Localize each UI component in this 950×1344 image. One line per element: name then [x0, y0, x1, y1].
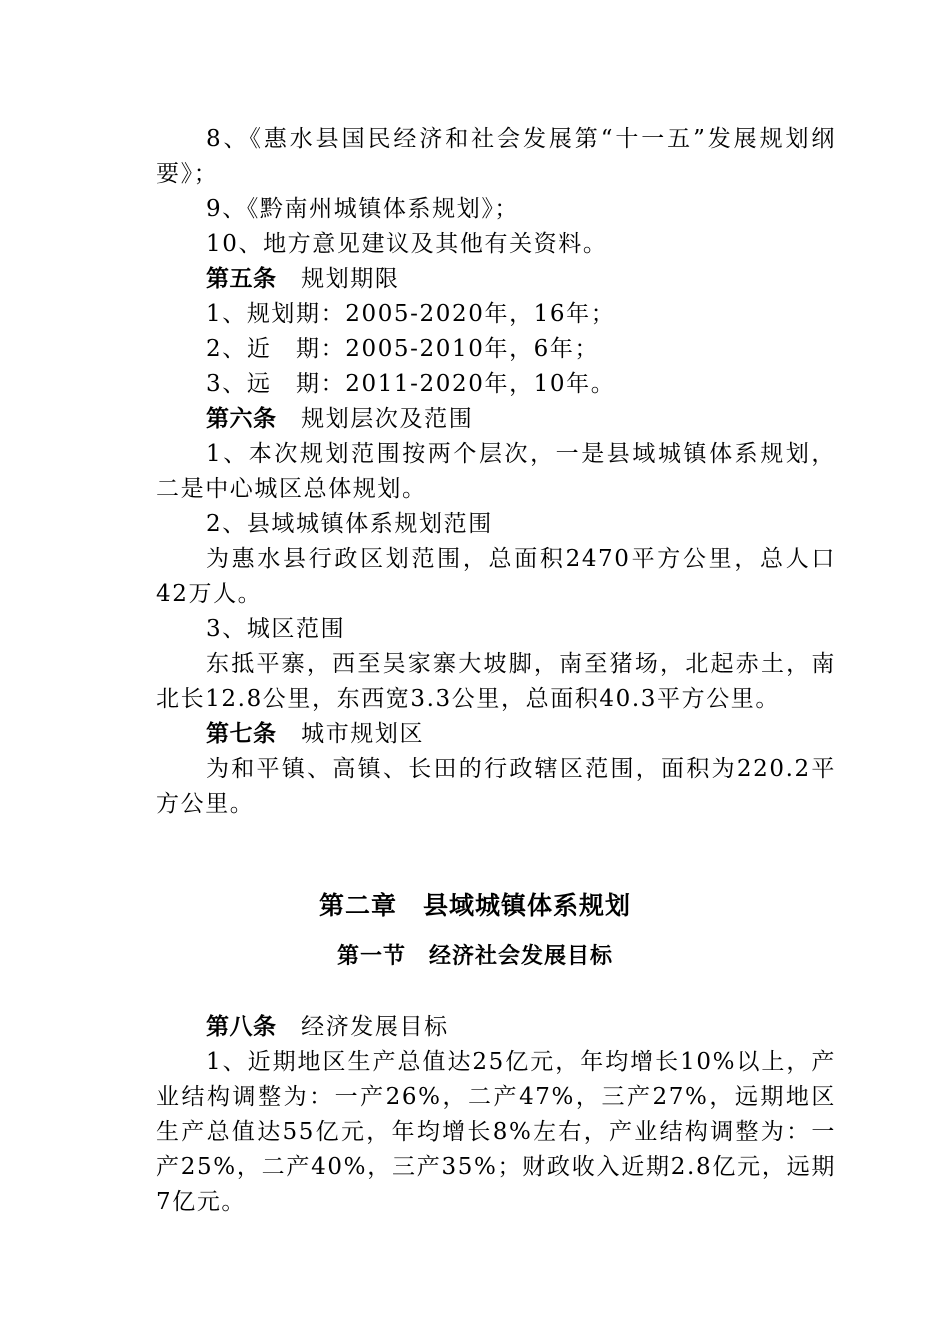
article-6-label: 第六条 [206, 406, 277, 432]
article-7-title: 城市规划区 [301, 721, 425, 747]
article-7-heading [156, 717, 836, 752]
chapter-title: 第二章 县域城镇体系规划 [318, 891, 631, 920]
article-8-label: 第八条 [206, 1014, 277, 1040]
article-8-title: 经济发展目标 [301, 1014, 449, 1040]
article-6-paragraph-5: 东抵平寨，西至吴家寨大坡脚，南至猪场，北起赤土，南北长12.8公里，东西宽3.3公里，总面积40.3平方公里。 [156, 651, 836, 712]
section-title: 第一节 经济社会发展目标 [336, 944, 613, 969]
article-6-heading [156, 402, 836, 437]
article-5-heading [156, 262, 836, 297]
article-8-heading [156, 1010, 836, 1045]
article-6-spacer [277, 406, 302, 432]
article-8-spacer [277, 1014, 302, 1040]
article-5-label: 第五条 [206, 266, 277, 292]
reference-item-10: 10、地方意见建议及其他有关资料。 [206, 231, 608, 257]
article-6-paragraph-1: 1、本次规划范围按两个层次，一是县域城镇体系规划，二是中心城区总体规划。 [156, 441, 836, 502]
article-7-spacer [277, 721, 302, 747]
article-7-label: 第七条 [206, 721, 277, 747]
article-5-period-total: 1、规划期：2005-2020年，16年； [206, 301, 616, 327]
article-6-paragraph-2: 2、县域城镇体系规划范围 [206, 511, 493, 537]
article-6-paragraph-4: 3、城区范围 [206, 616, 346, 642]
article-5-period-near: 2、近 期：2005-2010年，6年； [206, 336, 600, 362]
article-7-paragraph-1: 为和平镇、高镇、长田的行政辖区范围，面积为220.2平方公里。 [156, 756, 836, 817]
article-6-title: 规划层次及范围 [301, 406, 474, 432]
article-8-paragraph-1: 1、近期地区生产总值达25亿元，年均增长10%以上，产业结构调整为：一产26%，二产47%，三产27%，远期地区生产总值达55亿元，年均增长8%左右，产业结构调整为：一产25%，二产40%，三产35%；财政收入近期2.8亿元，远期7亿元。 [156, 1049, 836, 1215]
article-6-paragraph-3: 为惠水县行政区划范围，总面积2470平方公里，总人口42万人。 [156, 546, 836, 607]
reference-item-8: 8、《惠水县国民经济和社会发展第“十一五”发展规划纲要》； [156, 126, 836, 187]
article-5-title: 规划期限 [301, 266, 400, 292]
reference-item-9: 9、《黔南州城镇体系规划》； [206, 196, 520, 222]
article-5-spacer [277, 266, 302, 292]
article-5-period-far: 3、远 期：2011-2020年，10年。 [206, 371, 616, 397]
